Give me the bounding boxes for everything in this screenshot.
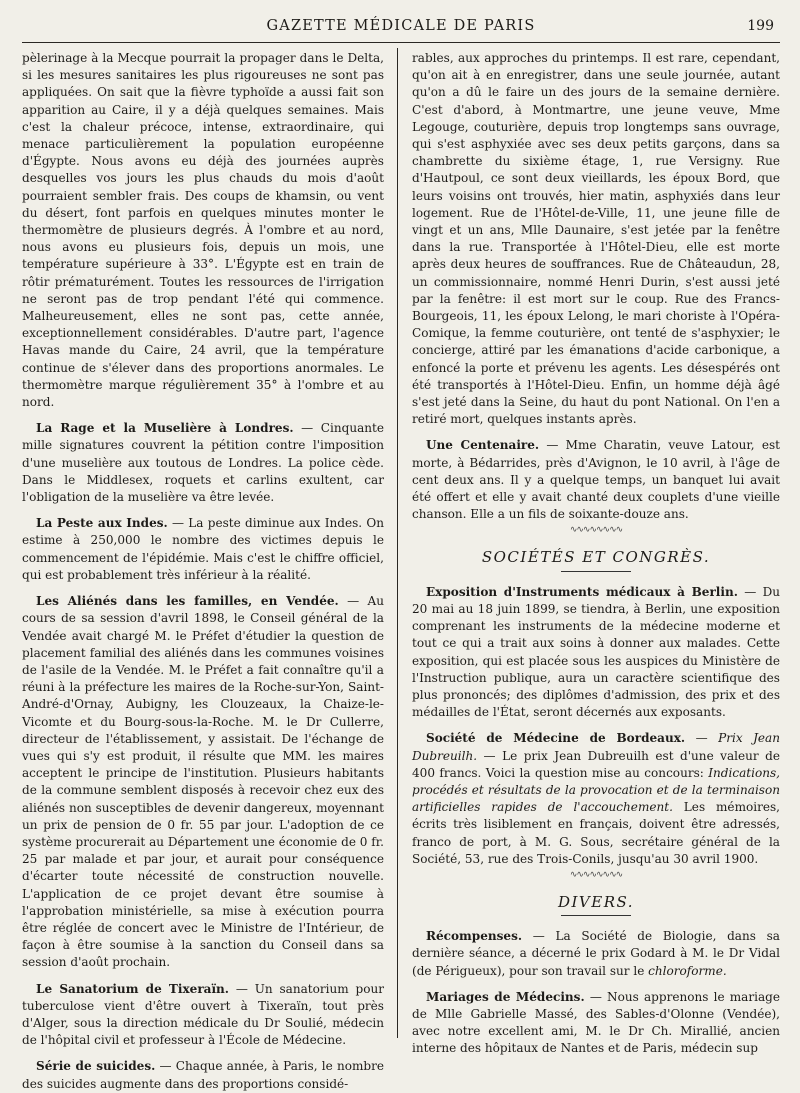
ornament-divider: ∿∿∿∿∿∿∿∿ — [569, 869, 623, 880]
item-heading: Exposition d'Instruments médicaux à Berlin. — [426, 584, 738, 599]
section-title-divers: DIVERS. — [557, 892, 635, 911]
item-heading: Mariages de Médecins. — [426, 989, 585, 1004]
news-item-mariages — [412, 989, 780, 1058]
item-heading: La Peste aux Indes. — [36, 516, 168, 531]
news-item-exposition — [412, 584, 780, 722]
left-column — [22, 50, 384, 1093]
item-body: — Au cours de sa session d'avril 1898, le Conseil général de la Vendée avait chargé M. le Préfet d'étudier la question de placement familial des aliénés dans les communes voisines de l'asile de la Vendée. M. le Préfet a fait connaître qu'il a réuni à la préfecture les maires de la Roche-sur-Yon, Saint-André-d'Ornay, Aubigny, les Clouzeaux, la Chaize-le-Vicomte et du Bourg-sous-la-Roche. M. le Dr Cullerre, directeur de l'établissement, y assistait. De l'échange de vues qui s'y est produit, il résulte que MM. les maires acceptent le principe de l'institution. Plusieurs habitants de la commune semblent disposés à recevoir chez eux des aliénés non susceptibles de devenir dangereux, moyennant un prix de pension de 0 fr. 55 par jour. L'adoption de ce système procurerait au Département une économie de 0 fr. 25 par malade et par jour, et aurait pour conséquence d'écarter toute nécessité de construction nouvelle. L'application de ce projet devant être soumise à l'approbation ministérielle, sa mise à exécution pourra être réglée de concert avec le Ministre de l'Intérieur, de façon à être soumise à la sanction du Conseil dans sa session d'août prochain. — [22, 594, 385, 970]
item-body: — Cinquante mille signatures couvrent la pétition contre l'imposition d'une muselière aux toutous de Londres. La police cède. Dans le Middlesex, roquets et carlins exultent, car l'obligation de la muselière va être levée. — [22, 421, 384, 505]
item-heading: La Rage et la Muselière à Londres. — [36, 421, 294, 436]
section-title-societes: SOCIÉTÉS ET CONGRÈS. — [481, 548, 711, 567]
news-item-suicides — [22, 1058, 384, 1092]
item-body: — Du 20 mai au 18 juin 1899, se tiendra, à Berlin, une exposition comprenant les instruments de la médecine moderne et tout ce qui a trait aux soins à donner aux malades. Cette exposition, qui est placée sous les auspices du Ministère de l'Instruction publique, aura un caractère scientifique des plus prononcés; des diplômes d'admission, des prix et des médailles de l'État, seront décernés aux exposants. — [412, 584, 780, 720]
news-item-recompenses — [412, 928, 780, 980]
item-body: — Le prix Jean Dubreuilh est d'une valeur de 400 francs. Voici la question mise au concours: — [412, 748, 780, 780]
item-heading: Le Sanatorium de Tixeraïn. — [36, 981, 230, 996]
news-item-alienes — [22, 593, 384, 971]
item-italic-term: chloroforme. — [648, 963, 727, 978]
section-rule — [561, 915, 631, 916]
item-body: — Chaque année, à Paris, le nombre des suicides augmente dans des proportions considé- — [22, 1059, 385, 1091]
continued-paragraph: pèlerinage à la Mecque pourrait la propager dans le Delta, si les mesures sanitaires les plus rigoureuses ne sont pas appliquées. On sait que la fièvre typhoïde a aussi fait son apparition au Caire, il y a déjà quelques semaines. Mais c'est la chaleur précoce, intense, extraordinaire, qui menace particulièrement la population européenne d'Égypte. Nous avons eu déjà des journées auprès desquelles vos jours les plus chauds du mois d'août pourraient sembler frais. Des coups de khamsin, ou vent du désert, font parfois en quelques minutes monter le thermomètre de plusieurs degrés. À l'ombre et au nord, nous avons eu plusieurs fois, depuis un mois, une température supérieure à 33°. L'Égypte est en train de rôtir prématurément. Toutes les ressources de l'irrigation ne seront pas de trop pendant l'été qui commence. Malheureusement, elles ne sont pas, cette année, exceptionnellement considérables. D'autre part, l'agence Havas mande du Caire, 24 avril, que la température continue de s'élever dans des proportions anormales. Le thermomètre marque régulièrement 35° à l'ombre et au nord. — [22, 51, 384, 410]
column-divider — [397, 48, 398, 1038]
journal-title: GAZETTE MÉDICALE DE PARIS — [266, 18, 536, 34]
item-heading: Série de suicides. — [36, 1059, 156, 1074]
item-heading: Une Centenaire. — [426, 438, 540, 453]
item-body: — La peste diminue aux Indes. On estime à 250,000 le nombre des victimes depuis le commencement de l'épidémie. Mais c'est le chiffre officiel, qui est probablement très inférieur à la réalité. — [22, 516, 384, 582]
page-number: 199 — [747, 18, 774, 34]
item-body: — La Société de Biologie, dans sa dernière séance, a décerné le prix Godard à M. le Dr Vidal (de Périgueux), pour son travail sur le — [412, 929, 780, 978]
page-header — [22, 12, 780, 43]
news-item-peste — [22, 515, 384, 584]
section-rule — [561, 571, 631, 572]
item-body-continued: Les mémoires, écrits très lisiblement en français, doivent être adressés, franco de port, à M. G. Sous, secrétaire général de la Société, 53, rue des Trois-Conils, jusqu'au 30 avril 1900. — [412, 800, 780, 866]
competition-question: Indications, procédés et résultats de la provocation et de la terminaison artificielles rapides de l'accouchement. — [412, 765, 780, 815]
item-body: — Nous apprenons le mariage de Mlle Gabrielle Massé, des Sables-d'Olonne (Vendée), avec notre excellent ami, M. le Dr Ch. Mirallié, ancien interne des hôpitaux de Nantes et de Paris, médecin sup — [412, 989, 780, 1056]
news-item-centenaire — [412, 437, 780, 523]
item-body: — Un sanatorium pour tuberculose vient d'être ouvert à Tixeraïn, tout près d'Alger, sous la direction médicale du Dr Soulié, médecin de l'hôpital civil et professeur à l'École de Médecine. — [22, 981, 385, 1048]
right-column — [412, 50, 780, 1058]
item-body: — Mme Charatin, veuve Latour, est morte, à Bédarrides, près d'Avignon, le 10 avril, à l'âge de cent deux ans. Il y a quelque temps, un banquet lui avait été offert et elle y avait chanté deux couplets d'une vieille chanson. Elle a un fils de soixante-douze ans. — [412, 438, 781, 522]
news-item-rage — [22, 420, 384, 506]
continued-paragraph: rables, aux approches du printemps. Il est rare, cependant, qu'on ait à en enregistrer, dans une seule journée, autant qu'on a dû le faire un des jours de la semaine dernière. C'est d'abord, à Montmartre, une jeune veuve, Mme Legouge, couturière, depuis trop longtemps sans ouvrage, qui s'est asphyxiée avec ses deux petits garçons, dans sa chambrette du sixième étage, 1, rue Versigny. Rue d'Hautpoul, ce sont deux vieillards, les époux Bord, que leurs voisins ont trouvés, hier matin, asphyxiés dans leur logement. Rue de l'Hôtel-de-Ville, 11, une jeune fille de vingt et un ans, Mlle Daunaire, s'est jetée par la fenêtre dans la rue. Transportée à l'Hôtel-Dieu, elle est morte après deux heures de souffrances. Rue de Châteaudun, 28, un commissionnaire, nommé Henri Durin, s'est aussi jeté par la fenêtre: il est mort sur le coup. Rue des Francs-Bourgeois, 11, les époux Lelong, le mari choriste à l'Opéra-Comique, la femme couturière, ont tenté de s'asphyxier; le concierge, attiré par les émanations d'acide carbonique, a enfoncé la porte et prévenu les agents. Les désespérés ont été transportés à l'Hôtel-Dieu. Enfin, un homme déjà âgé s'est jeté dans la Seine, du haut du pont National. On l'en a retiré mort, quelques instants après. — [412, 51, 780, 427]
ornament-divider: ∿∿∿∿∿∿∿∿ — [569, 525, 623, 536]
news-item-bordeaux — [412, 730, 780, 868]
news-item-sanatorium — [22, 981, 384, 1050]
item-heading: Les Aliénés dans les familles, en Vendée. — [36, 594, 339, 609]
item-heading: Société de Médecine de Bordeaux. — [426, 731, 686, 746]
item-subheading: — Prix Jean Dubreuilh. — [412, 731, 780, 763]
item-heading: Récompenses. — [426, 929, 523, 944]
